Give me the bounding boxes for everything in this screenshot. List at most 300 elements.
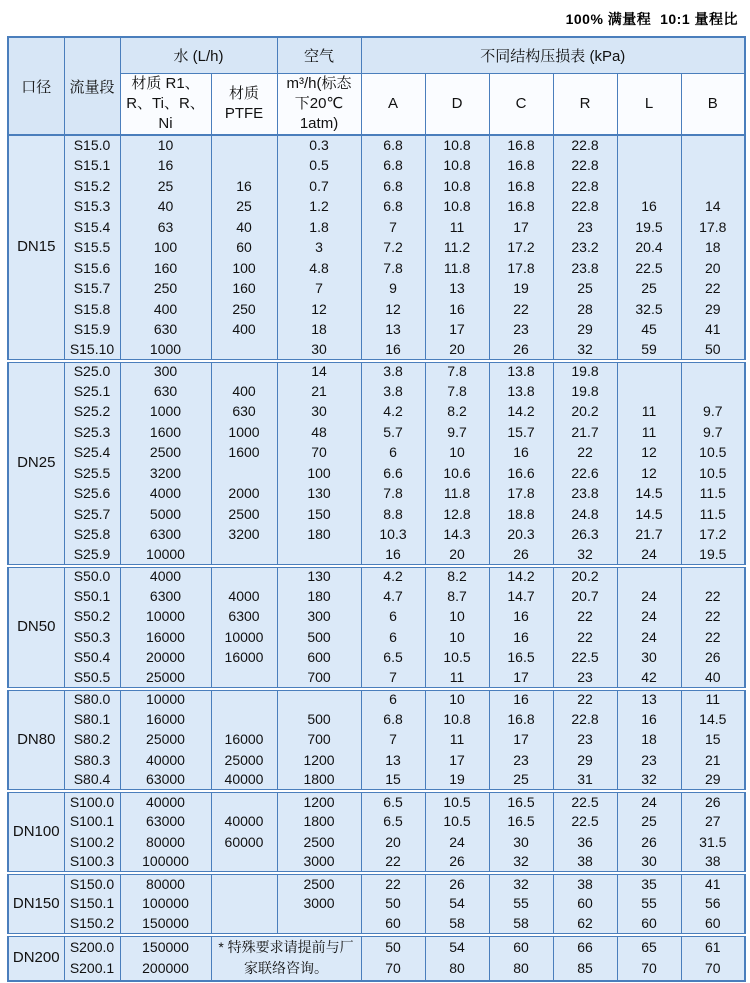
loss-d-cell: 54 bbox=[425, 935, 489, 958]
loss-b-cell: 41 bbox=[681, 873, 745, 894]
loss-b-cell: 41 bbox=[681, 320, 745, 341]
flow-segment-cell: S100.1 bbox=[64, 812, 120, 833]
loss-b-cell: 26 bbox=[681, 791, 745, 812]
header-flow-segment: 流量段 bbox=[64, 37, 120, 135]
loss-b-cell: 27 bbox=[681, 812, 745, 833]
loss-b-cell: 11.5 bbox=[681, 484, 745, 505]
loss-a-cell: 60 bbox=[361, 914, 425, 935]
loss-l-cell: 45 bbox=[617, 320, 681, 341]
diameter-label: DN100 bbox=[8, 791, 64, 873]
water-ptfe-cell: 10000 bbox=[211, 627, 277, 648]
water-r1-cell: 25 bbox=[120, 176, 211, 197]
loss-c-cell: 18.8 bbox=[489, 504, 553, 525]
loss-b-cell: 19.5 bbox=[681, 545, 745, 566]
loss-l-cell: 26 bbox=[617, 832, 681, 853]
flow-segment-cell: S50.3 bbox=[64, 627, 120, 648]
loss-c-cell: 22 bbox=[489, 299, 553, 320]
loss-a-cell: 7.8 bbox=[361, 484, 425, 505]
water-ptfe-cell: 40000 bbox=[211, 812, 277, 833]
flow-segment-cell: S25.8 bbox=[64, 525, 120, 546]
flow-segment-cell: S50.2 bbox=[64, 607, 120, 628]
loss-c-cell: 17.2 bbox=[489, 238, 553, 259]
air-cell: 30 bbox=[277, 340, 361, 361]
loss-r-cell: 23 bbox=[553, 217, 617, 238]
range-ratio-note: 100% 满量程 10:1 量程比 bbox=[565, 11, 738, 27]
water-ptfe-cell: 60 bbox=[211, 238, 277, 259]
water-r1-cell: 40 bbox=[120, 197, 211, 218]
header-water-group: 水 (L/h) bbox=[120, 37, 277, 73]
loss-b-cell: 22 bbox=[681, 586, 745, 607]
header-water-material-1: 材质 R1、R、Ti、R、Ni bbox=[120, 73, 211, 135]
loss-b-cell: 70 bbox=[681, 958, 745, 981]
flow-segment-cell: S150.0 bbox=[64, 873, 120, 894]
special-requirements-note: * 特殊要求请提前与厂家联络咨询。 bbox=[211, 935, 361, 981]
loss-d-cell: 20 bbox=[425, 340, 489, 361]
loss-b-cell: 29 bbox=[681, 771, 745, 792]
water-r1-cell: 16 bbox=[120, 156, 211, 177]
table-row bbox=[8, 279, 745, 300]
loss-a-cell: 6 bbox=[361, 607, 425, 628]
water-ptfe-cell bbox=[211, 135, 277, 156]
loss-c-cell: 16.8 bbox=[489, 156, 553, 177]
flow-segment-cell: S15.1 bbox=[64, 156, 120, 177]
loss-c-cell: 60 bbox=[489, 935, 553, 958]
flow-segment-cell: S50.1 bbox=[64, 586, 120, 607]
loss-l-cell: 65 bbox=[617, 935, 681, 958]
air-cell: 1800 bbox=[277, 771, 361, 792]
flow-segment-cell: S50.0 bbox=[64, 566, 120, 587]
water-ptfe-cell: 2000 bbox=[211, 484, 277, 505]
water-ptfe-cell: 40000 bbox=[211, 771, 277, 792]
loss-l-cell: 11 bbox=[617, 422, 681, 443]
loss-r-cell: 26.3 bbox=[553, 525, 617, 546]
air-cell: 700 bbox=[277, 668, 361, 689]
water-r1-cell: 1000 bbox=[120, 340, 211, 361]
water-ptfe-cell bbox=[211, 361, 277, 382]
loss-c-cell: 16.8 bbox=[489, 135, 553, 156]
flow-segment-cell: S15.8 bbox=[64, 299, 120, 320]
air-cell: 18 bbox=[277, 320, 361, 341]
water-r1-cell: 20000 bbox=[120, 648, 211, 669]
loss-a-cell: 6 bbox=[361, 443, 425, 464]
table-row bbox=[8, 402, 745, 423]
loss-l-cell: 42 bbox=[617, 668, 681, 689]
air-cell: 600 bbox=[277, 648, 361, 669]
water-r1-cell: 250 bbox=[120, 279, 211, 300]
loss-r-cell: 23 bbox=[553, 730, 617, 751]
loss-d-cell: 11 bbox=[425, 217, 489, 238]
loss-c-cell: 26 bbox=[489, 545, 553, 566]
loss-l-cell: 55 bbox=[617, 894, 681, 915]
loss-c-cell: 20.3 bbox=[489, 525, 553, 546]
loss-a-cell: 12 bbox=[361, 299, 425, 320]
water-r1-cell: 200000 bbox=[120, 958, 211, 981]
header-air-unit: m³/h(标态下20℃ 1atm) bbox=[277, 73, 361, 135]
spec-table bbox=[7, 36, 746, 982]
loss-b-cell: 9.7 bbox=[681, 402, 745, 423]
air-cell: 30 bbox=[277, 402, 361, 423]
loss-l-cell: 23 bbox=[617, 750, 681, 771]
flow-segment-cell: S25.3 bbox=[64, 422, 120, 443]
table-row bbox=[8, 422, 745, 443]
diameter-label: DN25 bbox=[8, 361, 64, 566]
loss-a-cell: 7.2 bbox=[361, 238, 425, 259]
table-row bbox=[8, 873, 745, 894]
table-row bbox=[8, 832, 745, 853]
loss-r-cell: 60 bbox=[553, 894, 617, 915]
loss-b-cell: 14.5 bbox=[681, 709, 745, 730]
loss-c-cell: 17 bbox=[489, 217, 553, 238]
loss-l-cell: 18 bbox=[617, 730, 681, 751]
water-r1-cell: 100000 bbox=[120, 853, 211, 874]
loss-a-cell: 3.8 bbox=[361, 361, 425, 382]
water-r1-cell: 4000 bbox=[120, 566, 211, 587]
loss-l-cell: 60 bbox=[617, 914, 681, 935]
loss-c-cell: 32 bbox=[489, 873, 553, 894]
loss-b-cell: 11 bbox=[681, 689, 745, 710]
header-diameter: 口径 bbox=[8, 37, 64, 135]
table-row bbox=[8, 340, 745, 361]
flow-segment-cell: S15.0 bbox=[64, 135, 120, 156]
air-cell: 150 bbox=[277, 504, 361, 525]
loss-l-cell: 22.5 bbox=[617, 258, 681, 279]
group-dn15 bbox=[8, 135, 745, 361]
loss-r-cell: 19.8 bbox=[553, 361, 617, 382]
loss-a-cell: 7 bbox=[361, 668, 425, 689]
loss-l-cell bbox=[617, 176, 681, 197]
loss-r-cell: 29 bbox=[553, 750, 617, 771]
loss-r-cell: 21.7 bbox=[553, 422, 617, 443]
loss-r-cell: 20.2 bbox=[553, 402, 617, 423]
loss-d-cell: 19 bbox=[425, 771, 489, 792]
loss-d-cell: 14.3 bbox=[425, 525, 489, 546]
flow-segment-cell: S15.10 bbox=[64, 340, 120, 361]
loss-r-cell: 22.8 bbox=[553, 709, 617, 730]
loss-l-cell: 11 bbox=[617, 402, 681, 423]
loss-a-cell: 7.8 bbox=[361, 258, 425, 279]
loss-d-cell: 26 bbox=[425, 853, 489, 874]
loss-d-cell: 8.2 bbox=[425, 402, 489, 423]
diameter-label: DN15 bbox=[8, 135, 64, 361]
loss-r-cell: 22.8 bbox=[553, 156, 617, 177]
loss-a-cell: 6.8 bbox=[361, 176, 425, 197]
loss-d-cell: 58 bbox=[425, 914, 489, 935]
flow-segment-cell: S25.9 bbox=[64, 545, 120, 566]
header-col-b: B bbox=[681, 73, 745, 135]
loss-r-cell: 28 bbox=[553, 299, 617, 320]
loss-c-cell: 13.8 bbox=[489, 381, 553, 402]
table-row bbox=[8, 504, 745, 525]
water-r1-cell: 80000 bbox=[120, 873, 211, 894]
loss-r-cell: 32 bbox=[553, 545, 617, 566]
loss-b-cell: 22 bbox=[681, 607, 745, 628]
group-dn25 bbox=[8, 361, 745, 566]
flow-segment-cell: S80.0 bbox=[64, 689, 120, 710]
loss-a-cell: 4.2 bbox=[361, 402, 425, 423]
table-row bbox=[8, 217, 745, 238]
loss-r-cell: 23.8 bbox=[553, 258, 617, 279]
loss-a-cell: 20 bbox=[361, 832, 425, 853]
loss-d-cell: 8.7 bbox=[425, 586, 489, 607]
loss-l-cell: 20.4 bbox=[617, 238, 681, 259]
table-row bbox=[8, 484, 745, 505]
loss-c-cell: 16.5 bbox=[489, 648, 553, 669]
table-row bbox=[8, 381, 745, 402]
loss-r-cell: 38 bbox=[553, 853, 617, 874]
flow-segment-cell: S25.2 bbox=[64, 402, 120, 423]
loss-c-cell: 16.6 bbox=[489, 463, 553, 484]
air-cell: 130 bbox=[277, 484, 361, 505]
table-row bbox=[8, 156, 745, 177]
loss-r-cell: 22 bbox=[553, 607, 617, 628]
diameter-label: DN50 bbox=[8, 566, 64, 689]
flow-segment-cell: S15.9 bbox=[64, 320, 120, 341]
loss-r-cell: 22.8 bbox=[553, 176, 617, 197]
water-r1-cell: 2500 bbox=[120, 443, 211, 464]
diameter-label: DN200 bbox=[8, 935, 64, 981]
flow-segment-cell: S80.2 bbox=[64, 730, 120, 751]
loss-a-cell: 15 bbox=[361, 771, 425, 792]
loss-d-cell: 20 bbox=[425, 545, 489, 566]
loss-c-cell: 16 bbox=[489, 607, 553, 628]
table-row bbox=[8, 197, 745, 218]
header-air-group: 空气 bbox=[277, 37, 361, 73]
loss-c-cell: 13.8 bbox=[489, 361, 553, 382]
water-r1-cell: 80000 bbox=[120, 832, 211, 853]
loss-a-cell: 4.2 bbox=[361, 566, 425, 587]
loss-b-cell bbox=[681, 566, 745, 587]
flow-segment-cell: S100.0 bbox=[64, 791, 120, 812]
loss-b-cell: 14 bbox=[681, 197, 745, 218]
loss-d-cell: 17 bbox=[425, 750, 489, 771]
loss-l-cell: 21.7 bbox=[617, 525, 681, 546]
loss-b-cell bbox=[681, 381, 745, 402]
water-r1-cell: 10000 bbox=[120, 545, 211, 566]
flow-segment-cell: S25.1 bbox=[64, 381, 120, 402]
loss-l-cell bbox=[617, 566, 681, 587]
water-ptfe-cell bbox=[211, 566, 277, 587]
air-cell: 1200 bbox=[277, 750, 361, 771]
table-row bbox=[8, 935, 745, 958]
loss-a-cell: 6 bbox=[361, 689, 425, 710]
loss-b-cell: 60 bbox=[681, 914, 745, 935]
loss-c-cell: 32 bbox=[489, 853, 553, 874]
loss-b-cell: 9.7 bbox=[681, 422, 745, 443]
table-row bbox=[8, 958, 745, 981]
loss-c-cell: 14.7 bbox=[489, 586, 553, 607]
table-row bbox=[8, 525, 745, 546]
water-ptfe-cell bbox=[211, 853, 277, 874]
air-cell: 7 bbox=[277, 279, 361, 300]
loss-b-cell: 17.2 bbox=[681, 525, 745, 546]
table-row bbox=[8, 238, 745, 259]
water-ptfe-cell: 60000 bbox=[211, 832, 277, 853]
table-row bbox=[8, 709, 745, 730]
loss-b-cell: 40 bbox=[681, 668, 745, 689]
header-col-l: L bbox=[617, 73, 681, 135]
loss-a-cell: 6.8 bbox=[361, 197, 425, 218]
loss-c-cell: 30 bbox=[489, 832, 553, 853]
water-ptfe-cell: 2500 bbox=[211, 504, 277, 525]
header-col-c: C bbox=[489, 73, 553, 135]
loss-l-cell: 32 bbox=[617, 771, 681, 792]
table-row bbox=[8, 320, 745, 341]
water-r1-cell: 150000 bbox=[120, 935, 211, 958]
loss-d-cell: 10.5 bbox=[425, 648, 489, 669]
air-cell bbox=[277, 545, 361, 566]
loss-r-cell: 22.8 bbox=[553, 135, 617, 156]
loss-a-cell: 6 bbox=[361, 627, 425, 648]
water-r1-cell: 1000 bbox=[120, 402, 211, 423]
table-row bbox=[8, 689, 745, 710]
loss-c-cell: 16 bbox=[489, 443, 553, 464]
water-r1-cell: 16000 bbox=[120, 627, 211, 648]
loss-b-cell: 20 bbox=[681, 258, 745, 279]
loss-d-cell: 10.8 bbox=[425, 176, 489, 197]
table-row bbox=[8, 894, 745, 915]
air-cell bbox=[277, 914, 361, 935]
air-cell: 180 bbox=[277, 586, 361, 607]
air-cell: 3000 bbox=[277, 894, 361, 915]
loss-l-cell: 13 bbox=[617, 689, 681, 710]
loss-d-cell: 8.2 bbox=[425, 566, 489, 587]
loss-d-cell: 12.8 bbox=[425, 504, 489, 525]
group-dn150 bbox=[8, 873, 745, 935]
table-row bbox=[8, 812, 745, 833]
loss-b-cell: 56 bbox=[681, 894, 745, 915]
air-cell: 100 bbox=[277, 463, 361, 484]
loss-a-cell: 4.7 bbox=[361, 586, 425, 607]
loss-d-cell: 24 bbox=[425, 832, 489, 853]
water-r1-cell: 630 bbox=[120, 320, 211, 341]
table-header bbox=[8, 37, 745, 135]
water-r1-cell: 25000 bbox=[120, 730, 211, 751]
loss-b-cell: 11.5 bbox=[681, 504, 745, 525]
loss-d-cell: 11.2 bbox=[425, 238, 489, 259]
table-row bbox=[8, 730, 745, 751]
loss-c-cell: 23 bbox=[489, 750, 553, 771]
loss-a-cell: 8.8 bbox=[361, 504, 425, 525]
loss-l-cell bbox=[617, 156, 681, 177]
water-ptfe-cell: 40 bbox=[211, 217, 277, 238]
flow-segment-cell: S80.3 bbox=[64, 750, 120, 771]
loss-c-cell: 19 bbox=[489, 279, 553, 300]
water-ptfe-cell: 4000 bbox=[211, 586, 277, 607]
air-cell: 130 bbox=[277, 566, 361, 587]
water-ptfe-cell: 1000 bbox=[211, 422, 277, 443]
air-cell: 500 bbox=[277, 709, 361, 730]
air-cell: 300 bbox=[277, 607, 361, 628]
loss-c-cell: 14.2 bbox=[489, 566, 553, 587]
loss-b-cell: 17.8 bbox=[681, 217, 745, 238]
water-ptfe-cell: 16000 bbox=[211, 730, 277, 751]
header-col-d: D bbox=[425, 73, 489, 135]
loss-b-cell: 50 bbox=[681, 340, 745, 361]
table-row bbox=[8, 750, 745, 771]
loss-b-cell bbox=[681, 135, 745, 156]
header-col-a: A bbox=[361, 73, 425, 135]
table-row bbox=[8, 463, 745, 484]
table-row bbox=[8, 853, 745, 874]
water-r1-cell: 10 bbox=[120, 135, 211, 156]
table-row bbox=[8, 648, 745, 669]
loss-a-cell: 7 bbox=[361, 730, 425, 751]
loss-l-cell: 25 bbox=[617, 812, 681, 833]
group-dn50 bbox=[8, 566, 745, 689]
water-r1-cell: 40000 bbox=[120, 750, 211, 771]
group-dn80 bbox=[8, 689, 745, 792]
loss-r-cell: 22.5 bbox=[553, 812, 617, 833]
loss-r-cell: 29 bbox=[553, 320, 617, 341]
loss-d-cell: 13 bbox=[425, 279, 489, 300]
loss-a-cell: 6.8 bbox=[361, 156, 425, 177]
loss-b-cell: 31.5 bbox=[681, 832, 745, 853]
air-cell: 21 bbox=[277, 381, 361, 402]
flow-segment-cell: S50.5 bbox=[64, 668, 120, 689]
loss-c-cell: 26 bbox=[489, 340, 553, 361]
loss-a-cell: 6.5 bbox=[361, 791, 425, 812]
flow-segment-cell: S100.2 bbox=[64, 832, 120, 853]
loss-d-cell: 10.5 bbox=[425, 812, 489, 833]
loss-d-cell: 10 bbox=[425, 627, 489, 648]
group-dn200 bbox=[8, 935, 745, 981]
loss-b-cell: 10.5 bbox=[681, 463, 745, 484]
loss-l-cell: 14.5 bbox=[617, 484, 681, 505]
loss-a-cell: 70 bbox=[361, 958, 425, 981]
water-r1-cell: 3200 bbox=[120, 463, 211, 484]
loss-l-cell: 24 bbox=[617, 607, 681, 628]
flow-segment-cell: S100.3 bbox=[64, 853, 120, 874]
loss-b-cell: 10.5 bbox=[681, 443, 745, 464]
water-ptfe-cell: 3200 bbox=[211, 525, 277, 546]
loss-a-cell: 16 bbox=[361, 340, 425, 361]
water-ptfe-cell bbox=[211, 156, 277, 177]
loss-a-cell: 6.5 bbox=[361, 812, 425, 833]
table-row bbox=[8, 361, 745, 382]
loss-a-cell: 50 bbox=[361, 935, 425, 958]
water-r1-cell: 10000 bbox=[120, 689, 211, 710]
loss-c-cell: 16.8 bbox=[489, 709, 553, 730]
loss-b-cell: 18 bbox=[681, 238, 745, 259]
table-row bbox=[8, 176, 745, 197]
water-r1-cell: 5000 bbox=[120, 504, 211, 525]
loss-l-cell: 32.5 bbox=[617, 299, 681, 320]
table-row bbox=[8, 771, 745, 792]
loss-r-cell: 85 bbox=[553, 958, 617, 981]
loss-c-cell: 23 bbox=[489, 320, 553, 341]
water-r1-cell: 160 bbox=[120, 258, 211, 279]
water-ptfe-cell bbox=[211, 873, 277, 894]
table-row bbox=[8, 914, 745, 935]
water-ptfe-cell bbox=[211, 709, 277, 730]
water-r1-cell: 6300 bbox=[120, 525, 211, 546]
loss-d-cell: 7.8 bbox=[425, 381, 489, 402]
air-cell: 70 bbox=[277, 443, 361, 464]
air-cell: 48 bbox=[277, 422, 361, 443]
loss-d-cell: 26 bbox=[425, 873, 489, 894]
loss-r-cell: 23.8 bbox=[553, 484, 617, 505]
loss-a-cell: 13 bbox=[361, 320, 425, 341]
group-dn100 bbox=[8, 791, 745, 873]
air-cell: 1200 bbox=[277, 791, 361, 812]
loss-a-cell: 22 bbox=[361, 873, 425, 894]
loss-d-cell: 54 bbox=[425, 894, 489, 915]
water-ptfe-cell bbox=[211, 689, 277, 710]
flow-segment-cell: S25.6 bbox=[64, 484, 120, 505]
diameter-label: DN150 bbox=[8, 873, 64, 935]
loss-a-cell: 6.5 bbox=[361, 648, 425, 669]
loss-d-cell: 10 bbox=[425, 443, 489, 464]
